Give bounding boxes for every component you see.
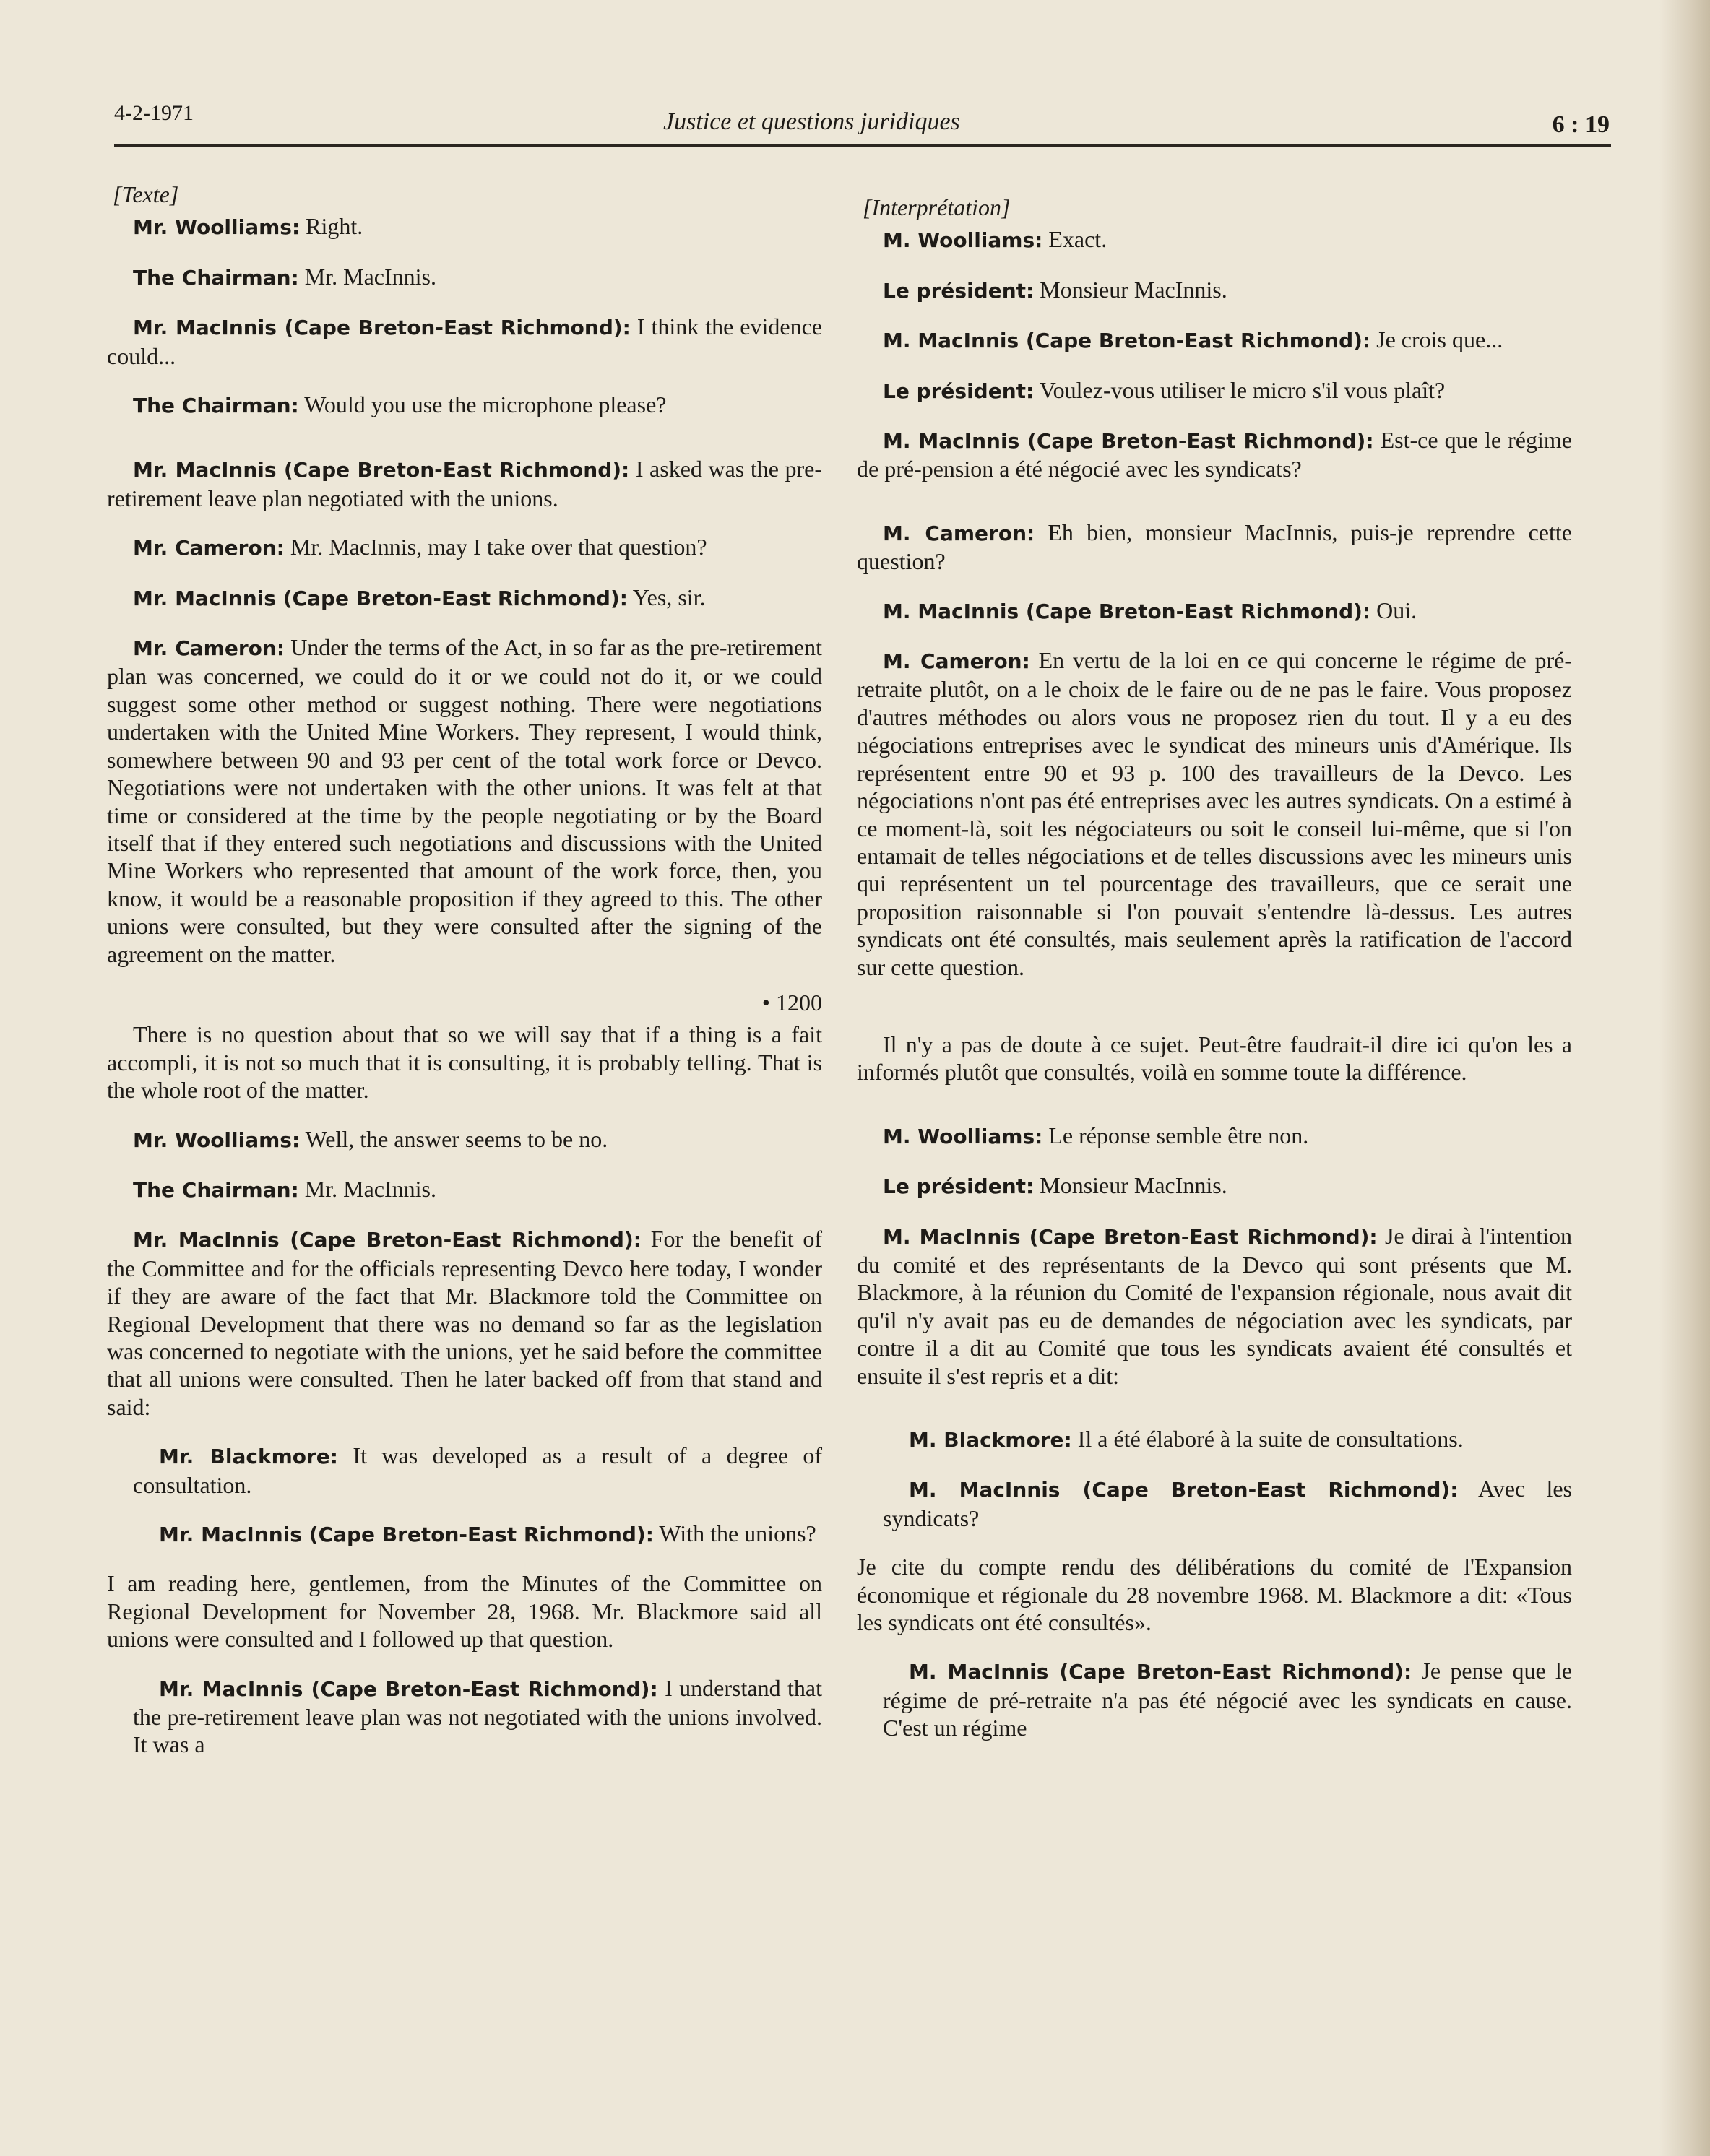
speech-text: Il n'y a pas de doute à ce sujet. Peut-être faudrait-il dire ici qu'on les a informés plutôt que consultés, voilà en somme toute la différence. [857, 1031, 1572, 1086]
speaker-name: Mr. Cameron: [133, 636, 285, 661]
paragraph [107, 313, 822, 370]
speaker-name: Le président: [883, 378, 1035, 403]
speech-text: I think the evidence could... [107, 313, 822, 369]
speaker-name: M. Cameron: [883, 649, 1030, 674]
speech-text: Est-ce que le régime de pré-pension a été négocié avec les syndicats? [857, 427, 1572, 482]
section-heading: [Texte] [113, 181, 179, 207]
paragraph [857, 426, 1572, 483]
paragraph [107, 1225, 822, 1421]
paragraph [107, 212, 822, 241]
speech-text: Le réponse semble être non. [1042, 1122, 1309, 1148]
speaker-name: M. MacInnis (Cape Breton-East Richmond): [883, 599, 1371, 623]
speaker-name: Mr. Woolliams: [133, 215, 301, 240]
header-title: Justice et questions juridiques [663, 108, 960, 135]
paragraph [883, 1657, 1572, 1741]
speech-text: Je dirai à l'intention du comité et des représentants de la Devco qui sont présents que M. Blackmore, à la réunion du Comité de l'expansion régionale, nous avait dit qu'il n'y avait pas eu de demandes de négociation avec les syndicats, par contre il a dit au Comité que tous les syndicats avaient été consultés et ensuite il s'est repris et a dit: [857, 1222, 1572, 1389]
speech-text: Exact. [1042, 226, 1107, 253]
speaker-name: The Chairman: [133, 394, 299, 418]
header-rule [114, 144, 1611, 147]
english-column [107, 181, 822, 1780]
speech-text: Eh bien, monsieur MacInnis, puis-je reprendre cette question? [857, 519, 1572, 575]
speech-text: Mr. MacInnis. [298, 1175, 436, 1202]
speaker-name: The Chairman: [133, 1177, 299, 1202]
speech-text: Il a été élaboré à la suite de consultations. [1071, 1426, 1464, 1452]
paragraph [857, 1222, 1572, 1390]
header-date: 4-2-1971 [114, 101, 194, 125]
paragraph [857, 225, 1572, 254]
paragraph [107, 455, 822, 512]
speech-text: Yes, sir. [627, 584, 706, 610]
speaker-name: M. MacInnis (Cape Breton-East Richmond): [883, 429, 1374, 454]
paragraph [107, 1021, 822, 1104]
speech-text: Mr. MacInnis. [298, 263, 436, 290]
time-marker: • 1200 [761, 989, 822, 1016]
speaker-name: Mr. MacInnis (Cape Breton-East Richmond): [133, 458, 630, 482]
french-column [857, 194, 1572, 1763]
speech-text: Right. [300, 213, 363, 240]
paragraph [133, 1674, 822, 1759]
page-edge-shadow [1659, 0, 1710, 2156]
speaker-name: M. Blackmore: [909, 1428, 1072, 1452]
paragraph [107, 633, 822, 968]
speaker-name: Mr. MacInnis (Cape Breton-East Richmond): [159, 1676, 658, 1701]
paragraph [133, 1442, 822, 1499]
speaker-name: Mr. MacInnis (Cape Breton-East Richmond): [159, 1523, 654, 1547]
speech-text: En vertu de la loi en ce qui concerne le régime de pré-retraite plutôt, on a le choix de le faire ou de ne pas le faire. Vous proposez d'autres méthodes ou alors vous ne proposez rien du tout. Il y a eu des négociations entreprises avec le syndicat des mineurs unis d'Amérique. Ils représentent entre 90 et 93 p. 100 des travailleurs de la Devco. Les négociations n'ont pas été entreprises avec les autres syndicats. On a estimé à ce moment-là, soit les négociateurs ou soit le conseil lui-même, que si l'on entamait de telles négociations et de telles discussions avec les mineurs unis qui représentent un tel pourcentage des travailleurs, que ce serait une proposition raisonnable si l'on pouvait s'entendre là-dessus. Les autres syndicats ont été consultés, mais seulement après la ratification de l'accord sur cette question. [857, 647, 1572, 980]
speech-text: Monsieur MacInnis. [1034, 276, 1227, 303]
speech-text: Voulez-vous utiliser le micro s'il vous plaît? [1034, 376, 1446, 403]
speech-text: Avec les syndicats? [883, 1476, 1573, 1531]
speech-text: Would you use the microphone please? [298, 391, 667, 418]
paragraph [857, 1122, 1572, 1151]
paragraph [107, 533, 822, 562]
paragraph: I am reading here, gentlemen, from the Minutes of the Committee on Regional Development for November 28, 1968. Mr. Blackmore said all unions were consulted and I followed up that question. [107, 1570, 822, 1653]
paragraph [857, 376, 1572, 405]
paragraph [107, 263, 822, 292]
paragraph [883, 1425, 1572, 1454]
speaker-name: Mr. Cameron: [133, 536, 285, 560]
speech-text: Well, the answer seems to be no. [300, 1125, 608, 1152]
paragraph [107, 1125, 822, 1154]
speaker-name: M. Cameron: [883, 521, 1035, 545]
paragraph [857, 326, 1572, 355]
paragraph [857, 519, 1572, 576]
paragraph [107, 584, 822, 612]
speaker-name: M. MacInnis (Cape Breton-East Richmond): [909, 1660, 1412, 1684]
speech-text: Under the terms of the Act, in so far as the pre-retirement plan was concerned, we could do it or we could not do it, or we could suggest some other method or suggest nothing. There were negotiations undertaken with the United Mine Workers. They represent, I would think, somewhere between 90 and 93 per cent of the total work force or Devco. Negotiations were not undertaken with the other unions. It was felt at that time or considered at the time by the people negotiating or by the Board itself that if they entered such negotiations and discussions with the United Mine Workers who represented that amount of the work force, then, you know, it would be a reasonable proposition if they agreed to this. The other unions were consulted, but they were consulted after the signing of the agreement on the matter. [107, 634, 823, 967]
speech-text: Je pense que le régime de pré-retraite n'a pas été négocié avec les syndicats en cause. C'est un régime [883, 1658, 1572, 1741]
speaker-name: Le président: [883, 278, 1035, 303]
paragraph [883, 1475, 1572, 1532]
speech-text: Mr. MacInnis, may I take over that question? [284, 534, 707, 560]
speech-text: Monsieur MacInnis. [1034, 1172, 1227, 1199]
speech-text: Je crois que... [1370, 326, 1503, 353]
speaker-name: Mr. MacInnis (Cape Breton-East Richmond): [133, 586, 628, 610]
speaker-name: The Chairman: [133, 265, 299, 290]
speech-text: I asked was the pre-retirement leave plan negotiated with the unions. [107, 456, 823, 511]
paragraph [133, 1520, 822, 1549]
paragraph [107, 1175, 822, 1204]
speaker-name: Mr. MacInnis (Cape Breton-East Richmond): [133, 1228, 642, 1252]
section-heading: [Interprétation] [863, 194, 1011, 220]
running-header [114, 101, 1610, 144]
speech-text: I understand that the pre-retirement leave plan was not negotiated with the unions involved. It was a [133, 1674, 823, 1758]
paragraph [857, 646, 1572, 981]
speech-text: With the unions? [653, 1520, 816, 1547]
paragraph [857, 597, 1572, 625]
speaker-name: M. Woolliams: [883, 1124, 1043, 1148]
speaker-name: Mr. Blackmore: [159, 1445, 338, 1469]
speaker-name: M. MacInnis (Cape Breton-East Richmond): [909, 1478, 1459, 1502]
paragraph: Je cite du compte rendu des délibérations du comité de l'Expansion économique et régionale du 28 novembre 1968. M. Blackmore a dit: «Tous les syndicats ont été consultés». [857, 1554, 1572, 1636]
paragraph [857, 1031, 1572, 1086]
paragraph [857, 1172, 1572, 1200]
speaker-name: M. MacInnis (Cape Breton-East Richmond): [883, 329, 1371, 353]
speech-text: For the benefit of the Committee and for the officials representing Devco here today, I wonder if they are aware of the fact that Mr. Blackmore told the Committee on Regional Development that there was no demand so far as the legislation was concerned to negotiate with the unions, yet he said before the committee that all unions were consulted. Then he later backed off from that stand and said: [107, 1226, 822, 1420]
speaker-name: Le président: [883, 1174, 1035, 1199]
speech-text: There is no question about that so we will say that if a thing is a fait accompli, it is not so much that it is consulting, it is probably telling. That is the whole root of the matter. [107, 1021, 822, 1104]
speaker-name: M. MacInnis (Cape Breton-East Richmond): [883, 1224, 1378, 1249]
paragraph [857, 276, 1572, 305]
speech-text: It was developed as a result of a degree of consultation. [133, 1442, 823, 1498]
speaker-name: M. Woolliams: [883, 228, 1043, 253]
header-page-number: 6 : 19 [1552, 111, 1610, 138]
speaker-name: Mr. Woolliams: [133, 1127, 301, 1152]
speaker-name: Mr. MacInnis (Cape Breton-East Richmond): [133, 316, 631, 340]
paragraph [107, 391, 822, 420]
speech-text: Oui. [1370, 597, 1417, 623]
